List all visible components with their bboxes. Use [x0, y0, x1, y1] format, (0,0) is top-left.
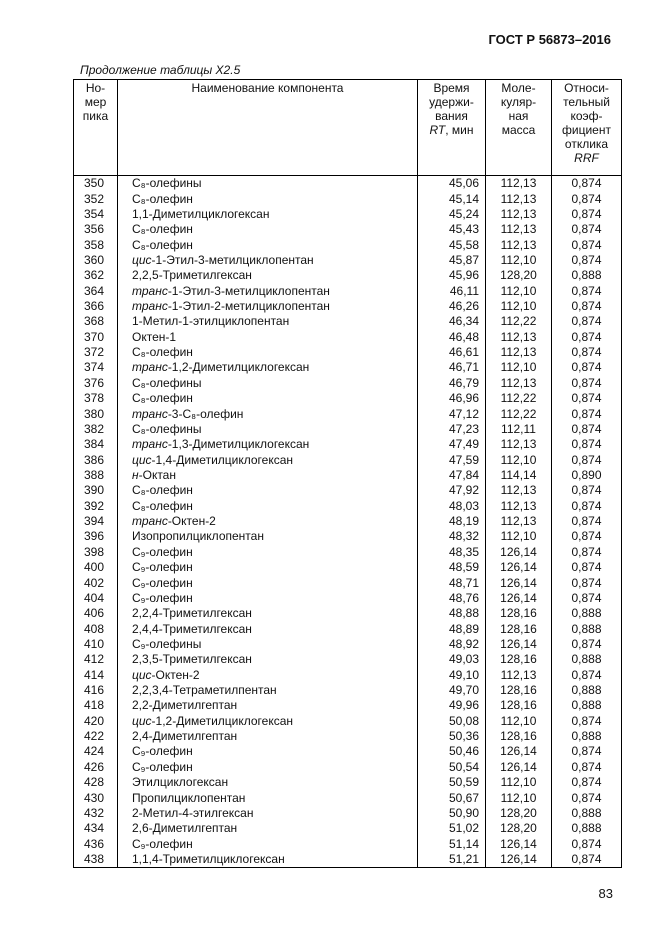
cell-component-name: С₉-олефины	[118, 637, 418, 652]
cell-peak-number: 396	[74, 529, 118, 544]
cell-peak-number: 434	[74, 821, 118, 836]
cell-peak-number: 362	[74, 268, 118, 283]
cell-retention-time: 49,03	[418, 652, 486, 667]
table-row	[74, 468, 622, 483]
table-row	[74, 575, 622, 590]
cell-response-factor: 0,874	[552, 406, 622, 421]
cell-response-factor: 0,888	[552, 729, 622, 744]
cell-molecular-mass: 128,16	[486, 652, 552, 667]
cell-response-factor: 0,874	[552, 575, 622, 590]
table-row	[74, 729, 622, 744]
cell-response-factor: 0,888	[552, 606, 622, 621]
cell-response-factor: 0,874	[552, 668, 622, 683]
table-row	[74, 299, 622, 314]
cell-component-name: 2,2-Диметилгептан	[118, 698, 418, 713]
header-response-factor: Относи- тельный коэф- фициент отклика RRF	[552, 80, 622, 176]
cell-component-name: 2,6-Диметилгептан	[118, 821, 418, 836]
table-row	[74, 698, 622, 713]
cell-component-name: транс-1-Этил-2-метилциклопентан	[118, 299, 418, 314]
cell-peak-number: 374	[74, 360, 118, 375]
cell-molecular-mass: 128,20	[486, 268, 552, 283]
cell-response-factor: 0,874	[552, 191, 622, 206]
cell-peak-number: 400	[74, 560, 118, 575]
cell-peak-number: 356	[74, 222, 118, 237]
cell-molecular-mass: 112,10	[486, 452, 552, 467]
cell-response-factor: 0,888	[552, 806, 622, 821]
cell-retention-time: 45,43	[418, 222, 486, 237]
cell-molecular-mass: 126,14	[486, 852, 552, 868]
table-row	[74, 330, 622, 345]
cell-response-factor: 0,874	[552, 299, 622, 314]
cell-retention-time: 49,10	[418, 668, 486, 683]
cell-retention-time: 46,48	[418, 330, 486, 345]
cell-molecular-mass: 112,10	[486, 714, 552, 729]
cell-component-name: 2,2,3,4-Тетраметилпентан	[118, 683, 418, 698]
table-row	[74, 652, 622, 667]
cell-response-factor: 0,874	[552, 452, 622, 467]
cell-peak-number: 428	[74, 775, 118, 790]
table-row	[74, 376, 622, 391]
cell-molecular-mass: 112,10	[486, 360, 552, 375]
cell-response-factor: 0,888	[552, 698, 622, 713]
cell-component-name: С₈-олефин	[118, 237, 418, 252]
cell-component-name: цис-1-Этил-3-метилциклопентан	[118, 253, 418, 268]
cell-response-factor: 0,888	[552, 621, 622, 636]
cell-component-name: 2,2,5-Триметилгексан	[118, 268, 418, 283]
cell-response-factor: 0,874	[552, 529, 622, 544]
cell-retention-time: 47,23	[418, 422, 486, 437]
cell-molecular-mass: 112,10	[486, 790, 552, 805]
cell-retention-time: 47,59	[418, 452, 486, 467]
cell-response-factor: 0,888	[552, 683, 622, 698]
cell-component-name: С₉-олефин	[118, 591, 418, 606]
cell-retention-time: 51,21	[418, 852, 486, 868]
cell-peak-number: 430	[74, 790, 118, 805]
table-row	[74, 606, 622, 621]
cell-peak-number: 408	[74, 621, 118, 636]
cell-response-factor: 0,890	[552, 468, 622, 483]
table-row	[74, 253, 622, 268]
cell-response-factor: 0,874	[552, 836, 622, 851]
cell-retention-time: 46,61	[418, 345, 486, 360]
cell-response-factor: 0,874	[552, 775, 622, 790]
cell-component-name: 1-Метил-1-этилциклопентан	[118, 314, 418, 329]
table-row	[74, 668, 622, 683]
cell-response-factor: 0,874	[552, 499, 622, 514]
cell-response-factor: 0,874	[552, 314, 622, 329]
cell-retention-time: 46,11	[418, 284, 486, 299]
cell-retention-time: 48,59	[418, 560, 486, 575]
cell-molecular-mass: 112,22	[486, 391, 552, 406]
cell-component-name: С₉-олефин	[118, 560, 418, 575]
table-row	[74, 775, 622, 790]
cell-peak-number: 360	[74, 253, 118, 268]
cell-retention-time: 48,03	[418, 499, 486, 514]
cell-retention-time: 45,87	[418, 253, 486, 268]
cell-peak-number: 426	[74, 760, 118, 775]
cell-molecular-mass: 112,10	[486, 529, 552, 544]
cell-response-factor: 0,874	[552, 422, 622, 437]
table-header-row	[74, 80, 622, 176]
cell-retention-time: 51,02	[418, 821, 486, 836]
cell-response-factor: 0,874	[552, 360, 622, 375]
cell-peak-number: 380	[74, 406, 118, 421]
table-row	[74, 483, 622, 498]
cell-retention-time: 46,34	[418, 314, 486, 329]
cell-retention-time: 49,96	[418, 698, 486, 713]
cell-retention-time: 47,49	[418, 437, 486, 452]
cell-component-name: цис-Октен-2	[118, 668, 418, 683]
table-row	[74, 360, 622, 375]
table-row	[74, 345, 622, 360]
cell-retention-time: 46,96	[418, 391, 486, 406]
cell-component-name: С₈-олефины	[118, 422, 418, 437]
cell-peak-number: 422	[74, 729, 118, 744]
cell-molecular-mass: 126,14	[486, 560, 552, 575]
header-peak-number: Но- мер пика	[74, 80, 118, 176]
cell-molecular-mass: 128,16	[486, 606, 552, 621]
cell-retention-time: 45,96	[418, 268, 486, 283]
cell-molecular-mass: 128,16	[486, 729, 552, 744]
cell-response-factor: 0,874	[552, 222, 622, 237]
cell-component-name: транс-1,2-Диметилциклогексан	[118, 360, 418, 375]
table-row	[74, 744, 622, 759]
cell-molecular-mass: 126,14	[486, 836, 552, 851]
cell-component-name: 2,3,5-Триметилгексан	[118, 652, 418, 667]
components-table	[73, 79, 622, 868]
cell-component-name: С₈-олефин	[118, 483, 418, 498]
cell-retention-time: 45,58	[418, 237, 486, 252]
cell-component-name: Изопропилциклопентан	[118, 529, 418, 544]
table-row	[74, 222, 622, 237]
cell-molecular-mass: 126,14	[486, 637, 552, 652]
cell-molecular-mass: 112,13	[486, 437, 552, 452]
table-row	[74, 760, 622, 775]
cell-peak-number: 368	[74, 314, 118, 329]
cell-response-factor: 0,874	[552, 591, 622, 606]
cell-peak-number: 358	[74, 237, 118, 252]
cell-molecular-mass: 128,20	[486, 821, 552, 836]
table-row	[74, 176, 622, 192]
table-row	[74, 452, 622, 467]
cell-component-name: С₈-олефины	[118, 376, 418, 391]
cell-molecular-mass: 126,14	[486, 575, 552, 590]
cell-response-factor: 0,874	[552, 207, 622, 222]
cell-retention-time: 51,14	[418, 836, 486, 851]
cell-retention-time: 50,67	[418, 790, 486, 805]
cell-peak-number: 364	[74, 284, 118, 299]
cell-response-factor: 0,888	[552, 268, 622, 283]
table-row	[74, 621, 622, 636]
cell-peak-number: 372	[74, 345, 118, 360]
cell-component-name: н-Октан	[118, 468, 418, 483]
cell-peak-number: 398	[74, 545, 118, 560]
cell-molecular-mass: 126,14	[486, 591, 552, 606]
cell-response-factor: 0,874	[552, 744, 622, 759]
cell-molecular-mass: 112,10	[486, 284, 552, 299]
cell-component-name: С₈-олефин	[118, 499, 418, 514]
cell-response-factor: 0,874	[552, 237, 622, 252]
cell-retention-time: 50,90	[418, 806, 486, 821]
cell-peak-number: 382	[74, 422, 118, 437]
table-row	[74, 637, 622, 652]
cell-peak-number: 386	[74, 452, 118, 467]
cell-component-name: транс-1,3-Диметилциклогексан	[118, 437, 418, 452]
cell-component-name: С₈-олефин	[118, 345, 418, 360]
cell-retention-time: 46,79	[418, 376, 486, 391]
cell-molecular-mass: 126,14	[486, 744, 552, 759]
cell-peak-number: 388	[74, 468, 118, 483]
cell-response-factor: 0,874	[552, 852, 622, 868]
cell-retention-time: 48,76	[418, 591, 486, 606]
cell-retention-time: 50,08	[418, 714, 486, 729]
cell-component-name: цис-1,2-Диметилциклогексан	[118, 714, 418, 729]
cell-response-factor: 0,874	[552, 545, 622, 560]
cell-peak-number: 392	[74, 499, 118, 514]
table-row	[74, 191, 622, 206]
cell-molecular-mass: 126,14	[486, 545, 552, 560]
cell-molecular-mass: 112,13	[486, 483, 552, 498]
cell-response-factor: 0,874	[552, 376, 622, 391]
cell-molecular-mass: 112,13	[486, 345, 552, 360]
cell-component-name: 1,1,4-Триметилциклогексан	[118, 852, 418, 868]
cell-component-name: Этилциклогексан	[118, 775, 418, 790]
cell-component-name: С₉-олефин	[118, 575, 418, 590]
cell-peak-number: 404	[74, 591, 118, 606]
table-row	[74, 836, 622, 851]
cell-molecular-mass: 128,16	[486, 621, 552, 636]
cell-retention-time: 46,71	[418, 360, 486, 375]
cell-peak-number: 418	[74, 698, 118, 713]
table-row	[74, 207, 622, 222]
cell-peak-number: 376	[74, 376, 118, 391]
cell-component-name: С₈-олефины	[118, 176, 418, 192]
cell-peak-number: 354	[74, 207, 118, 222]
cell-component-name: Пропилциклопентан	[118, 790, 418, 805]
cell-molecular-mass: 112,13	[486, 237, 552, 252]
cell-peak-number: 424	[74, 744, 118, 759]
table-row	[74, 391, 622, 406]
cell-peak-number: 370	[74, 330, 118, 345]
cell-molecular-mass: 112,13	[486, 376, 552, 391]
cell-molecular-mass: 112,22	[486, 314, 552, 329]
cell-molecular-mass: 112,22	[486, 406, 552, 421]
cell-molecular-mass: 112,13	[486, 514, 552, 529]
cell-retention-time: 48,89	[418, 621, 486, 636]
cell-peak-number: 390	[74, 483, 118, 498]
cell-molecular-mass: 112,13	[486, 191, 552, 206]
cell-response-factor: 0,874	[552, 391, 622, 406]
cell-peak-number: 378	[74, 391, 118, 406]
cell-response-factor: 0,874	[552, 253, 622, 268]
cell-peak-number: 394	[74, 514, 118, 529]
cell-component-name: 2,4-Диметилгептан	[118, 729, 418, 744]
cell-response-factor: 0,874	[552, 345, 622, 360]
table-row	[74, 790, 622, 805]
cell-molecular-mass: 112,13	[486, 176, 552, 192]
table-row	[74, 514, 622, 529]
cell-retention-time: 47,12	[418, 406, 486, 421]
cell-retention-time: 47,84	[418, 468, 486, 483]
cell-peak-number: 410	[74, 637, 118, 652]
cell-component-name: транс-Октен-2	[118, 514, 418, 529]
cell-peak-number: 436	[74, 836, 118, 851]
cell-molecular-mass: 112,13	[486, 222, 552, 237]
table-row	[74, 284, 622, 299]
cell-response-factor: 0,874	[552, 760, 622, 775]
cell-component-name: Октен-1	[118, 330, 418, 345]
cell-component-name: 2,4,4-Триметилгексан	[118, 621, 418, 636]
cell-response-factor: 0,888	[552, 821, 622, 836]
cell-component-name: 2-Метил-4-этилгексан	[118, 806, 418, 821]
table-row	[74, 499, 622, 514]
cell-component-name: 2,2,4-Триметилгексан	[118, 606, 418, 621]
cell-retention-time: 45,14	[418, 191, 486, 206]
table-row	[74, 237, 622, 252]
table-row	[74, 714, 622, 729]
table-row	[74, 560, 622, 575]
table-row	[74, 268, 622, 283]
cell-retention-time: 50,36	[418, 729, 486, 744]
cell-peak-number: 416	[74, 683, 118, 698]
cell-component-name: С₉-олефин	[118, 760, 418, 775]
cell-molecular-mass: 114,14	[486, 468, 552, 483]
table-row	[74, 314, 622, 329]
cell-component-name: цис-1,4-Диметилциклогексан	[118, 452, 418, 467]
cell-retention-time: 48,35	[418, 545, 486, 560]
cell-molecular-mass: 112,10	[486, 299, 552, 314]
cell-response-factor: 0,874	[552, 483, 622, 498]
table-row	[74, 852, 622, 868]
table-row	[74, 806, 622, 821]
cell-response-factor: 0,874	[552, 176, 622, 192]
cell-retention-time: 48,71	[418, 575, 486, 590]
cell-response-factor: 0,874	[552, 330, 622, 345]
cell-peak-number: 384	[74, 437, 118, 452]
cell-retention-time: 50,59	[418, 775, 486, 790]
cell-response-factor: 0,874	[552, 437, 622, 452]
cell-retention-time: 45,06	[418, 176, 486, 192]
cell-component-name: С₈-олефин	[118, 191, 418, 206]
cell-molecular-mass: 112,10	[486, 775, 552, 790]
table-row	[74, 545, 622, 560]
cell-component-name: транс-3-С₈-олефин	[118, 406, 418, 421]
table-row	[74, 422, 622, 437]
cell-response-factor: 0,874	[552, 790, 622, 805]
cell-component-name: С₉-олефин	[118, 744, 418, 759]
cell-peak-number: 366	[74, 299, 118, 314]
cell-peak-number: 432	[74, 806, 118, 821]
cell-molecular-mass: 126,14	[486, 760, 552, 775]
table-row	[74, 683, 622, 698]
cell-peak-number: 414	[74, 668, 118, 683]
cell-molecular-mass: 128,16	[486, 683, 552, 698]
cell-response-factor: 0,874	[552, 560, 622, 575]
cell-component-name: 1,1-Диметилциклогексан	[118, 207, 418, 222]
cell-response-factor: 0,874	[552, 284, 622, 299]
cell-response-factor: 0,874	[552, 514, 622, 529]
cell-peak-number: 412	[74, 652, 118, 667]
cell-response-factor: 0,874	[552, 714, 622, 729]
table-row	[74, 821, 622, 836]
cell-component-name: С₈-олефин	[118, 391, 418, 406]
table-row	[74, 437, 622, 452]
header-retention-time: Время удержи- вания RT, мин	[418, 80, 486, 176]
cell-retention-time: 50,54	[418, 760, 486, 775]
cell-molecular-mass: 112,10	[486, 253, 552, 268]
cell-molecular-mass: 112,13	[486, 207, 552, 222]
cell-response-factor: 0,888	[552, 652, 622, 667]
cell-retention-time: 49,70	[418, 683, 486, 698]
table-row	[74, 406, 622, 421]
cell-molecular-mass: 112,13	[486, 668, 552, 683]
cell-molecular-mass: 112,11	[486, 422, 552, 437]
cell-component-name: С₉-олефин	[118, 545, 418, 560]
cell-retention-time: 48,88	[418, 606, 486, 621]
header-component-name: Наименование компонента	[118, 80, 418, 176]
header-molecular-mass: Моле- куляр- ная масса	[486, 80, 552, 176]
cell-peak-number: 406	[74, 606, 118, 621]
document-standard-header: ГОСТ Р 56873–2016	[488, 32, 611, 47]
cell-molecular-mass: 128,20	[486, 806, 552, 821]
cell-retention-time: 48,92	[418, 637, 486, 652]
cell-peak-number: 420	[74, 714, 118, 729]
cell-retention-time: 50,46	[418, 744, 486, 759]
cell-retention-time: 48,32	[418, 529, 486, 544]
cell-molecular-mass: 112,13	[486, 499, 552, 514]
cell-molecular-mass: 112,13	[486, 330, 552, 345]
cell-retention-time: 46,26	[418, 299, 486, 314]
cell-retention-time: 48,19	[418, 514, 486, 529]
cell-component-name: транс-1-Этил-3-метилциклопентан	[118, 284, 418, 299]
cell-component-name: С₈-олефин	[118, 222, 418, 237]
cell-response-factor: 0,874	[552, 637, 622, 652]
cell-retention-time: 45,24	[418, 207, 486, 222]
cell-peak-number: 350	[74, 176, 118, 192]
table-row	[74, 529, 622, 544]
cell-molecular-mass: 128,16	[486, 698, 552, 713]
page-number: 83	[598, 886, 613, 901]
cell-retention-time: 47,92	[418, 483, 486, 498]
cell-component-name: С₉-олефин	[118, 836, 418, 851]
cell-peak-number: 402	[74, 575, 118, 590]
table-row	[74, 591, 622, 606]
table-caption: Продолжение таблицы Х2.5	[80, 63, 241, 77]
cell-peak-number: 438	[74, 852, 118, 868]
cell-peak-number: 352	[74, 191, 118, 206]
